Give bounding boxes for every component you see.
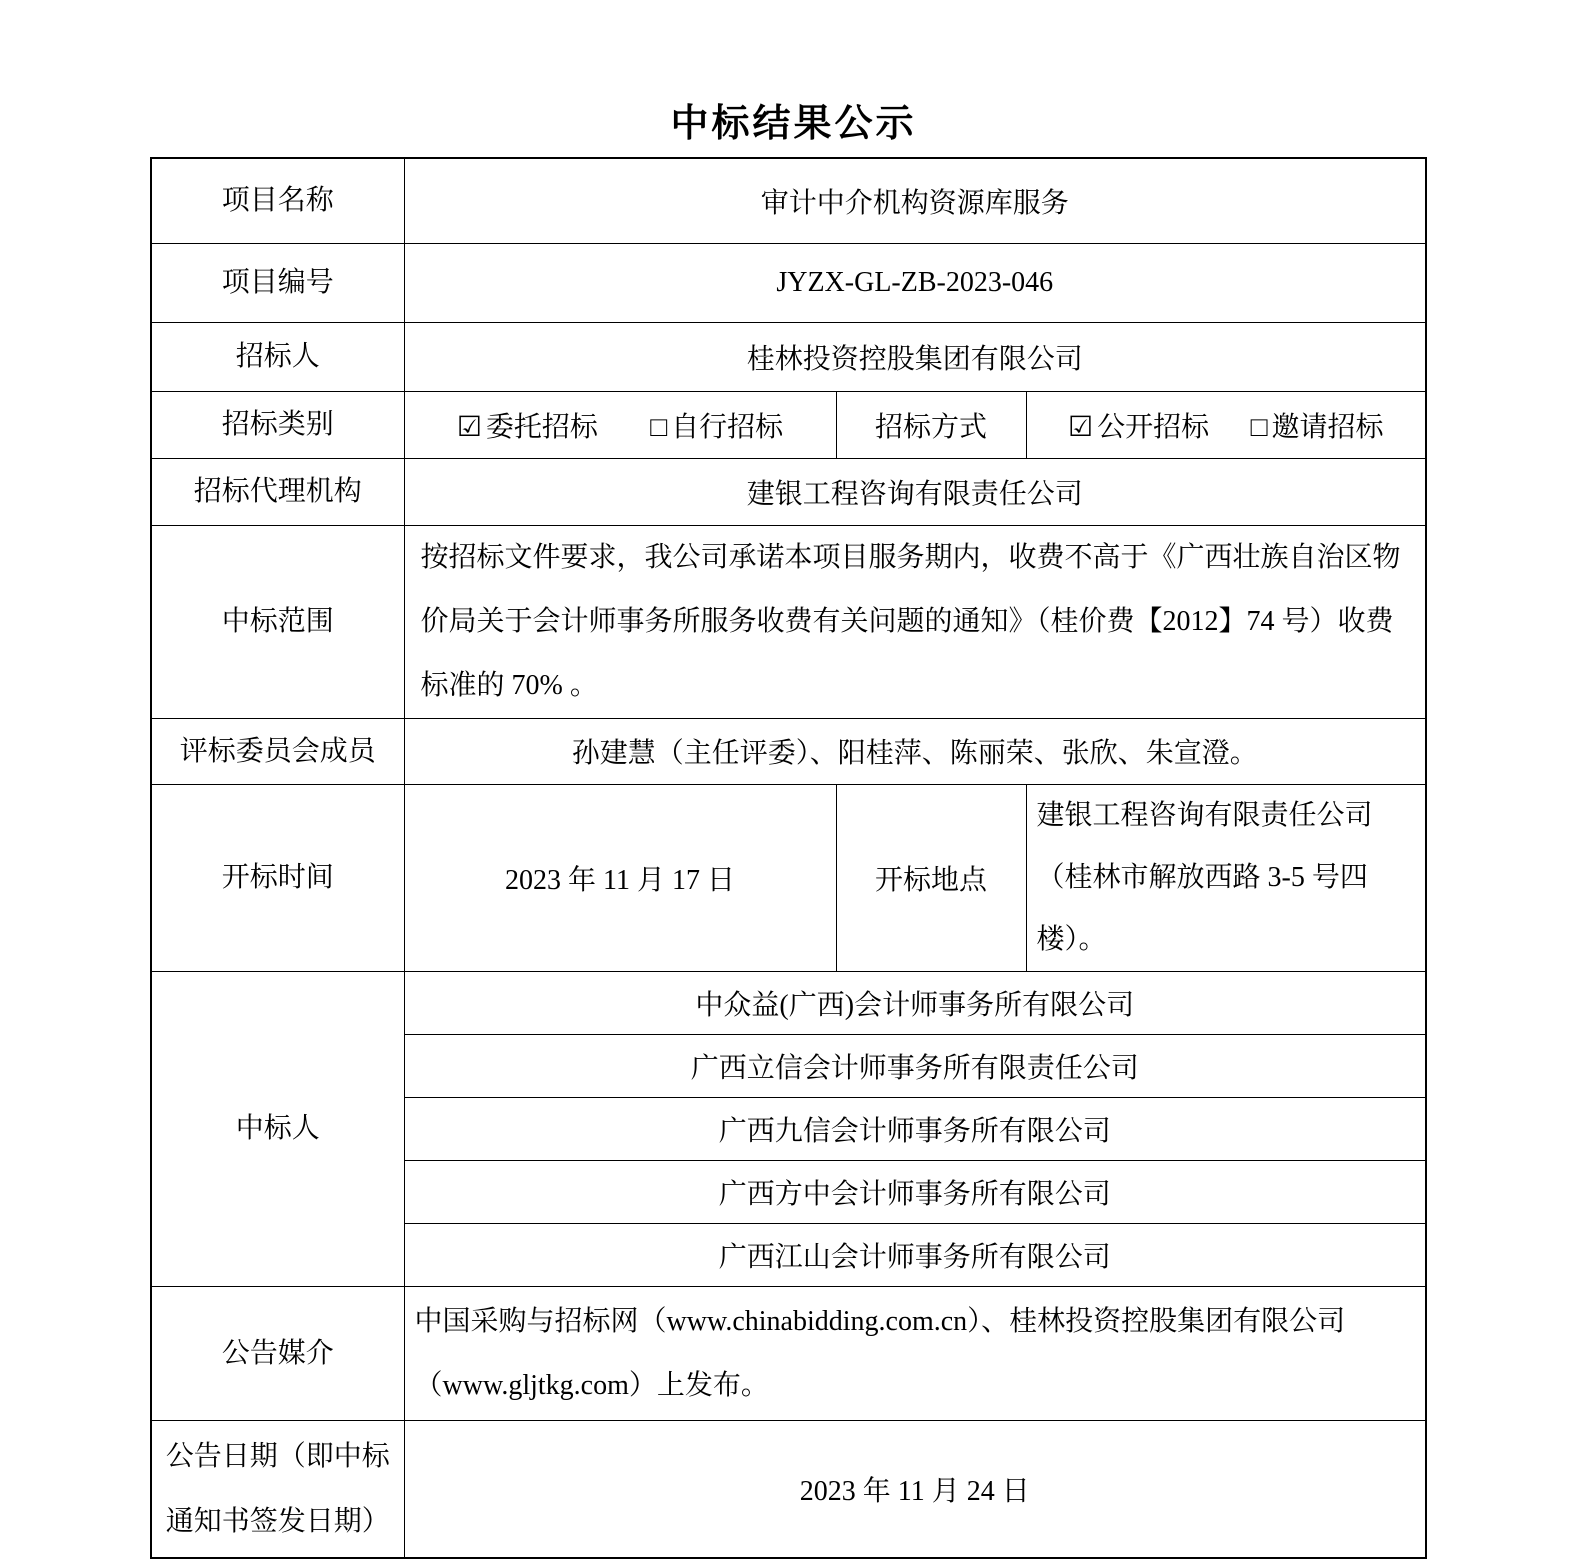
row-project-number — [151, 244, 1426, 323]
winner-company: 广西九信会计师事务所有限公司 — [404, 1098, 1426, 1161]
row-announcement-date — [151, 1421, 1426, 1559]
row-award-scope — [151, 525, 1426, 718]
project-number-value: JYZX-GL-ZB-2023-046 — [404, 244, 1426, 323]
winner-company: 广西方中会计师事务所有限公司 — [404, 1161, 1426, 1224]
option-label: 邀请招标 — [1271, 411, 1384, 443]
agency-label: 招标代理机构 — [151, 458, 404, 525]
row-tender-category — [151, 392, 1426, 459]
project-name-value: 审计中介机构资源库服务 — [404, 158, 1426, 244]
bid-result-table — [150, 157, 1427, 1559]
option-label: 委托招标 — [485, 411, 598, 443]
row-bid-opening — [151, 785, 1426, 972]
agency-value: 建银工程咨询有限责任公司 — [404, 458, 1426, 525]
option-label: 公开招标 — [1097, 411, 1210, 443]
project-number-label: 项目编号 — [151, 244, 404, 323]
row-evaluation-committee — [151, 718, 1426, 785]
announcement-date-label: 公告日期（即中标通知书签发日期） — [151, 1421, 404, 1559]
tender-method-label: 招标方式 — [836, 392, 1026, 459]
tender-category-options — [404, 392, 836, 459]
winners-label: 中标人 — [151, 972, 404, 1287]
opening-place-label: 开标地点 — [836, 785, 1026, 972]
award-scope-label: 中标范围 — [151, 525, 404, 718]
winner-company: 广西立信会计师事务所有限责任公司 — [404, 1035, 1426, 1098]
opening-time-value: 2023 年 11 月 17 日 — [404, 785, 836, 972]
unchecked-checkbox-icon: □ — [650, 411, 668, 443]
option-self-tender — [650, 405, 783, 445]
opening-time-label: 开标时间 — [151, 785, 404, 972]
row-project-name — [151, 158, 1426, 244]
project-name-label: 项目名称 — [151, 158, 404, 244]
committee-label: 评标委员会成员 — [151, 718, 404, 785]
tenderee-value: 桂林投资控股集团有限公司 — [404, 323, 1426, 392]
tenderee-label: 招标人 — [151, 323, 404, 392]
award-scope-value: 按招标文件要求，我公司承诺本项目服务期内，收费不高于《广西壮族自治区物价局关于会计师事务所服务收费有关问题的通知》（桂价费【2012】74 号）收费标准的 70% 。 — [404, 525, 1426, 718]
checked-checkbox-icon: ☑ — [1067, 411, 1094, 443]
page-title: 中标结果公示 — [670, 103, 917, 145]
tender-method-options — [1026, 392, 1426, 459]
media-label: 公告媒介 — [151, 1287, 404, 1421]
winner-company: 广西江山会计师事务所有限公司 — [404, 1224, 1426, 1287]
winner-company: 中众益(广西)会计师事务所有限公司 — [404, 972, 1426, 1035]
announcement-date-value: 2023 年 11 月 24 日 — [404, 1421, 1426, 1559]
option-label: 自行招标 — [671, 411, 784, 443]
opening-place-value: 建银工程咨询有限责任公司（桂林市解放西路 3-5 号四楼）。 — [1026, 785, 1426, 972]
checked-checkbox-icon: ☑ — [456, 411, 482, 443]
unchecked-checkbox-icon: □ — [1250, 411, 1268, 443]
committee-value: 孙建慧（主任评委）、阳桂萍、陈丽荣、张欣、朱宣澄。 — [404, 718, 1426, 785]
row-winner — [151, 972, 1426, 1035]
row-tenderee — [151, 323, 1426, 392]
row-agency — [151, 458, 1426, 525]
option-entrusted-tender — [457, 405, 598, 445]
media-value: 中国采购与招标网（www.chinabidding.com.cn）、桂林投资控股集团有限公司（www.gljtkg.com）上发布。 — [404, 1287, 1426, 1421]
row-announcement-media — [151, 1287, 1426, 1421]
tender-category-label: 招标类别 — [151, 392, 404, 459]
option-open-tender — [1068, 405, 1209, 445]
option-invited-tender — [1251, 405, 1384, 445]
